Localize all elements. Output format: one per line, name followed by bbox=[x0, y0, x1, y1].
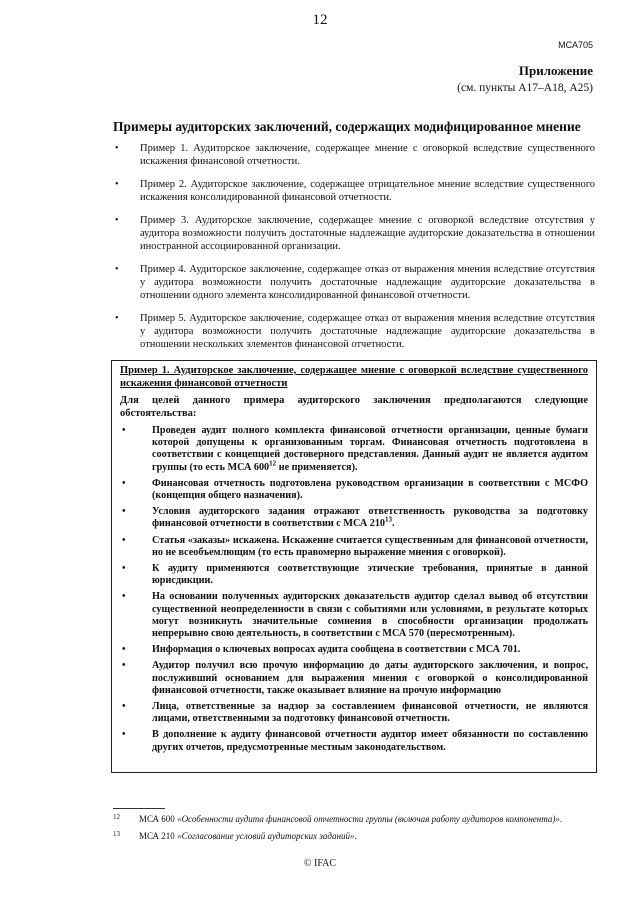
list-item bbox=[120, 425, 588, 474]
list-item bbox=[120, 591, 588, 640]
bullet-icon: • bbox=[115, 215, 119, 226]
footnote-label: МСА 210 bbox=[139, 831, 178, 841]
bullet-icon: • bbox=[122, 729, 126, 741]
circumstance-text: К аудиту применяются соответствующие этические требования, принятые в данной юрисдикции. bbox=[152, 563, 588, 587]
footnote-ref: 12 bbox=[269, 459, 277, 468]
footnote-label: МСА 600 bbox=[139, 814, 178, 824]
bullet-icon: • bbox=[122, 534, 126, 546]
bullet-icon: • bbox=[115, 313, 119, 324]
bullet-icon: • bbox=[122, 425, 126, 436]
circumstance-text: Информация о ключевых вопросах аудита сообщена в соответствии с МСА 701. bbox=[152, 644, 521, 656]
list-item bbox=[113, 178, 595, 204]
circumstance-text: Аудитор получил всю прочую информацию до даты аудиторского заключения, и вопрос, послуживший основанием для выражения мнения с оговоркой о консолидированной финансовой отчетности, также оказывает влияние на прочую информацию bbox=[152, 660, 588, 696]
footnotes bbox=[113, 814, 593, 848]
bullet-icon: • bbox=[122, 477, 126, 489]
copyright: © IFAC bbox=[303, 858, 337, 869]
appendix-reference: (см. пункты А17–А18, А25) bbox=[457, 82, 593, 94]
circumstance-text: На основании полученных аудиторских доказательств аудитор сделал вывод об отсутствии существенной неопределенности в связи с событиями или условиями, в результате которых могут возникнуть значительные сомнения в способности организации продолжать непрерывно свою деятельность, в соответствии с МСА 570 (пересмотренным). bbox=[152, 591, 588, 640]
bullet-icon: • bbox=[122, 506, 126, 518]
bullet-icon: • bbox=[115, 143, 119, 154]
example-text: Пример 4. Аудиторское заключение, содержащее отказ от выражения мнения вследствие отсутствия у аудитора возможности получить достаточные надлежащие аудиторские доказательства в отношении одного элемента консолидированной финансовой отчетности. bbox=[140, 264, 595, 301]
list-item bbox=[120, 660, 588, 697]
footnote bbox=[113, 814, 593, 825]
circumstance-text: Финансовая отчетность подготовлена руководством организации в соответствии с МСФО (концепция общего назначения). bbox=[152, 477, 588, 502]
document-code: МСА705 bbox=[558, 40, 593, 50]
footnote-title: «Особенности аудита финансовой отчетности группы (включая работу аудиторов компонента)» bbox=[177, 814, 560, 824]
footnote-number: 12 bbox=[113, 813, 120, 821]
bullet-icon: • bbox=[115, 264, 119, 275]
list-item bbox=[113, 142, 595, 168]
bullet-icon: • bbox=[122, 563, 126, 575]
list-item bbox=[120, 729, 588, 753]
circumstance-text: Лица, ответственные за надзор за составлением финансовой отчетности, не являются лицами, ответственными за подготовку финансовой отчетности. bbox=[152, 701, 588, 725]
list-item bbox=[120, 701, 588, 725]
bullet-icon: • bbox=[122, 701, 126, 713]
footnote-title: «Согласование условий аудиторских заданий» bbox=[177, 831, 355, 841]
circumstance-text: Проведен аудит полного комплекта финансовой отчетности организации, ценные бумаги которой допущены к организованным торгам. Финансовая отчетность подготовлена в соответствии с концепцией достоверного представления. Данный аудит не является аудитом группы (то есть МСА 600 bbox=[152, 425, 588, 473]
bullet-icon: • bbox=[122, 644, 126, 656]
footnote-ref: 13 bbox=[385, 516, 393, 525]
example-text: Пример 1. Аудиторское заключение, содержащее мнение с оговоркой вследствие существенного искажения финансовой отчетности. bbox=[140, 143, 595, 167]
list-item bbox=[113, 263, 595, 302]
bullet-icon: • bbox=[115, 179, 119, 190]
footnote bbox=[113, 831, 593, 842]
circumstance-text-end: . bbox=[392, 518, 395, 530]
circumstance-text-end: не применяется). bbox=[276, 461, 358, 473]
list-item bbox=[120, 506, 588, 530]
circumstances-list bbox=[120, 425, 588, 754]
example-text: Пример 3. Аудиторское заключение, содержащее мнение с оговоркой вследствие отсутствия у аудитора возможности получить достаточные надлежащие аудиторские доказательства в отношении иностранной ассоциированной организации. bbox=[140, 215, 595, 252]
example-box-title: Пример 1. Аудиторское заключение, содержащее мнение с оговоркой вследствие существенного искажения финансовой отчетности bbox=[120, 365, 588, 389]
circumstance-text: В дополнение к аудиту финансовой отчетности аудитор имеет обязанности по составлению других отчетов, предусмотренные местным законодательством. bbox=[152, 729, 588, 753]
footnote-number: 13 bbox=[113, 830, 120, 838]
section-title: Примеры аудиторских заключений, содержащих модифицированное мнение bbox=[113, 119, 581, 134]
circumstance-text: Условия аудиторского задания отражают ответственность руководства за подготовку финансовой отчетности в соответствии с МСА 210 bbox=[152, 506, 588, 530]
bullet-icon: • bbox=[122, 660, 126, 672]
list-item bbox=[120, 535, 588, 559]
example-text: Пример 5. Аудиторское заключение, содержащее отказ от выражения мнения вследствие отсутствия у аудитора возможности получить достаточные надлежащие аудиторские доказательства в отношении нескольких элементов финансовой отчетности. bbox=[140, 313, 595, 350]
bullet-icon: • bbox=[122, 591, 126, 603]
example-box-intro: Для целей данного примера аудиторского заключения предполагаются следующие обстоятельства: bbox=[120, 395, 588, 419]
footnote-divider bbox=[113, 808, 165, 809]
circumstance-text: Статья «заказы» искажена. Искажение считается существенным для финансовой отчетности, но не всеобъемлющим (то есть правомерно выражение мнения с оговоркой). bbox=[152, 534, 588, 558]
list-item bbox=[120, 644, 588, 656]
example-box bbox=[111, 360, 597, 773]
footnote-end: . bbox=[354, 831, 357, 841]
examples-list bbox=[113, 142, 595, 361]
page-number: 12 bbox=[312, 12, 328, 28]
list-item bbox=[120, 478, 588, 502]
list-item bbox=[120, 563, 588, 587]
list-item bbox=[113, 312, 595, 351]
appendix-title: Приложение bbox=[518, 63, 593, 78]
footnote-end: . bbox=[559, 814, 563, 824]
list-item bbox=[113, 214, 595, 253]
example-text: Пример 2. Аудиторское заключение, содержащее отрицательное мнение вследствие существенного искажения консолидированной финансовой отчетности. bbox=[140, 179, 595, 203]
